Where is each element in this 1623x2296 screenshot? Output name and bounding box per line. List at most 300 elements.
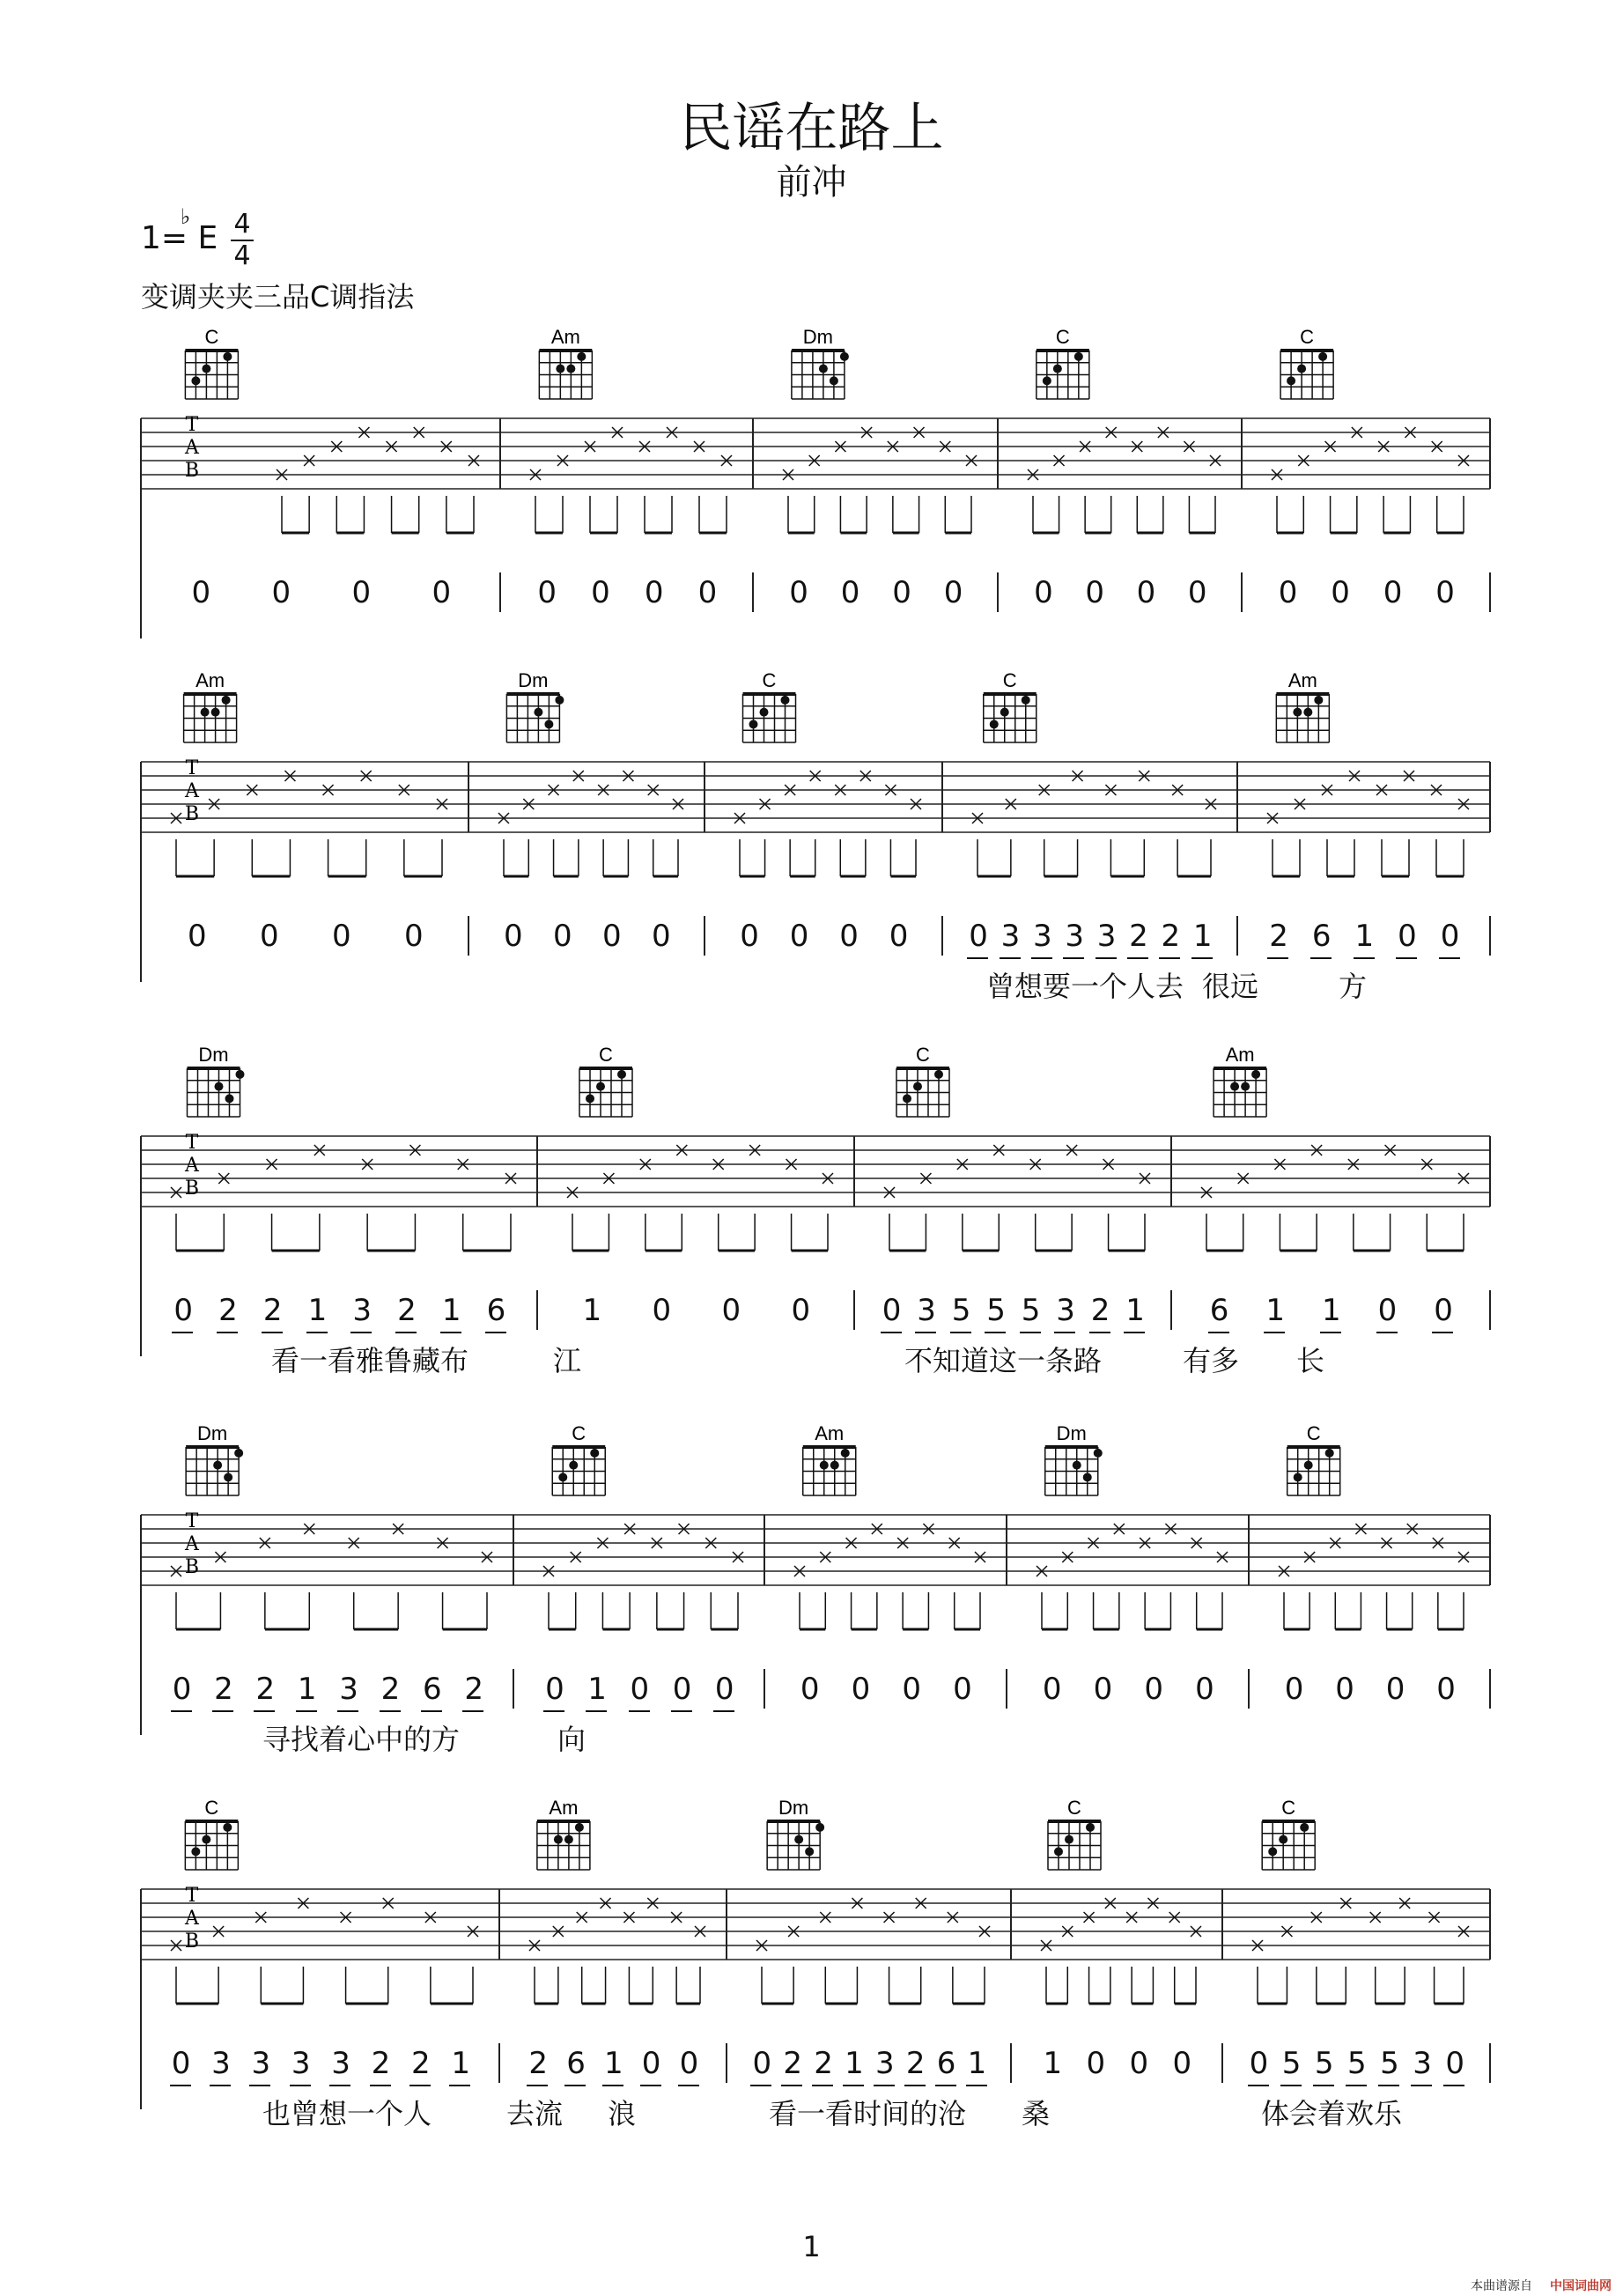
jianpu-note: 0 (1278, 575, 1298, 610)
jianpu-note: 0 (188, 919, 207, 954)
jianpu-note: 0 (171, 2046, 191, 2081)
jianpu-note: 0 (1093, 1672, 1113, 1707)
chord-name: C (204, 1797, 219, 1819)
eighth-underline (421, 1710, 442, 1712)
eighth-underline (1089, 1332, 1110, 1333)
eighth-underline (254, 1710, 275, 1712)
score-row (0, 1422, 1623, 1766)
jianpu-note: 0 (602, 919, 622, 954)
chord-name: C (1067, 1797, 1081, 1819)
jianpu-note: 0 (1249, 2046, 1269, 2081)
eighth-underline (586, 1710, 607, 1712)
jianpu-note: 0 (851, 1672, 871, 1707)
jianpu-note: 0 (432, 575, 452, 610)
chord-diagram (984, 669, 1037, 742)
jianpu-note: 5 (1380, 2046, 1399, 2081)
jianpu-note: 0 (1085, 575, 1105, 610)
jianpu-note: 1 (1265, 1293, 1286, 1328)
eighth-underline (290, 2085, 311, 2086)
jianpu-note: 2 (380, 1672, 401, 1707)
chord-diagram (1280, 326, 1333, 399)
jianpu-note: 0 (953, 1672, 972, 1707)
tab-letter: T (185, 757, 199, 779)
chord-diagram (552, 1422, 605, 1495)
eighth-underline (564, 2085, 586, 2086)
chord-name: Dm (802, 326, 834, 348)
jianpu-note: 0 (1034, 575, 1053, 610)
eighth-underline (843, 2085, 864, 2086)
chord-name: Dm (1056, 1422, 1087, 1444)
lyric-line: 也曾想一个人 (262, 2097, 432, 2130)
lyric-line: 看一看时间的沧 (769, 2097, 967, 2130)
page-title: 民谣在路上 (679, 98, 944, 159)
eighth-underline (602, 2085, 623, 2086)
artist-name: 前冲 (776, 162, 847, 203)
eighth-underline (1354, 957, 1375, 959)
eighth-underline (1159, 957, 1180, 959)
chord-diagram (803, 1422, 856, 1495)
jianpu-note: 6 (1209, 1293, 1229, 1328)
chord-name: Am (195, 669, 225, 691)
eighth-underline (1443, 2085, 1464, 2086)
eighth-underline (671, 1710, 692, 1712)
eighth-underline (1191, 957, 1213, 959)
eighth-underline (329, 2085, 350, 2086)
jianpu-note: 2 (397, 1293, 417, 1328)
jianpu-note: 0 (404, 919, 424, 954)
eighth-underline (172, 1332, 193, 1333)
chord-diagram (184, 669, 237, 742)
jianpu-note: 3 (1032, 919, 1052, 954)
jianpu-note: 6 (1311, 919, 1332, 954)
eighth-underline (262, 1332, 283, 1333)
jianpu-note: 3 (1056, 1293, 1075, 1328)
lyric-line: 浪 (608, 2097, 637, 2130)
jianpu-note: 3 (331, 2046, 350, 2081)
eighth-underline (1378, 2085, 1399, 2086)
jianpu-note: 2 (814, 2046, 833, 2081)
jianpu-note: 1 (1192, 919, 1213, 954)
eighth-underline (1054, 1332, 1075, 1333)
eighth-underline (210, 2085, 231, 2086)
jianpu-note: 0 (969, 919, 988, 954)
tab-letter: A (185, 1908, 199, 1930)
jianpu-note: 3 (352, 1293, 373, 1328)
jianpu-note: 0 (351, 575, 372, 610)
lyric-line: 很远 (1202, 970, 1259, 1003)
jianpu-note: 0 (840, 575, 860, 610)
eighth-underline (212, 1710, 233, 1712)
jianpu-note: 2 (1129, 919, 1148, 954)
jianpu-note: 0 (1435, 575, 1455, 610)
eighth-underline (1439, 957, 1460, 959)
chord-diagram (792, 326, 849, 399)
eighth-underline (935, 2085, 956, 2086)
jianpu-note: 5 (1021, 1293, 1041, 1328)
eighth-underline (449, 2085, 470, 2086)
jianpu-note: 0 (721, 1293, 741, 1328)
chord-name: C (1055, 326, 1070, 348)
jianpu-note: 0 (644, 575, 664, 610)
tab-staff (0, 1422, 1623, 1766)
jianpu-note: 0 (652, 919, 671, 954)
eighth-underline (950, 1332, 971, 1333)
jianpu-note: 2 (410, 2046, 431, 2081)
eighth-underline (915, 1332, 936, 1333)
jianpu-note: 3 (211, 2046, 231, 2081)
chord-diagram (1214, 1044, 1266, 1117)
lyric-line: 看一看雅鲁藏布 (271, 1344, 469, 1377)
flat-sign: ♭ (181, 204, 191, 229)
jianpu-note: 1 (307, 1293, 328, 1328)
eighth-underline (395, 1332, 417, 1333)
jianpu-note: 1 (1125, 1293, 1145, 1328)
jianpu-note: 0 (332, 919, 351, 954)
chord-name: C (1306, 1422, 1321, 1444)
chord-diagram (506, 669, 564, 742)
jianpu-note: 2 (464, 1672, 483, 1707)
jianpu-note: 1 (451, 2046, 470, 2081)
eighth-underline (1127, 957, 1148, 959)
score-row (0, 1044, 1623, 1387)
eighth-underline (485, 1332, 506, 1333)
chord-name: C (1002, 669, 1017, 691)
chord-name: C (762, 669, 777, 691)
eighth-underline (171, 1710, 192, 1712)
jianpu-note: 0 (889, 919, 909, 954)
lyric-line: 有多 (1183, 1344, 1240, 1377)
jianpu-note: 0 (271, 575, 291, 610)
jianpu-note: 0 (172, 1672, 192, 1707)
jianpu-note: 0 (892, 575, 911, 610)
chord-name: Am (815, 1422, 845, 1444)
eighth-underline (249, 2085, 270, 2086)
jianpu-note: 0 (1042, 1672, 1062, 1707)
tab-staff (0, 1044, 1623, 1387)
lyric-line: 曾想要一个人去 (986, 970, 1184, 1003)
jianpu-note: 0 (591, 575, 610, 610)
tab-staff (0, 1797, 1623, 2140)
jianpu-note: 0 (1398, 919, 1417, 954)
jianpu-note: 2 (262, 1293, 283, 1328)
jianpu-note: 3 (291, 2046, 311, 2081)
eighth-underline (966, 2085, 987, 2086)
score-row (0, 326, 1623, 669)
eighth-underline (1396, 957, 1417, 959)
lyric-line: 长 (1296, 1344, 1325, 1377)
eighth-underline (350, 1332, 372, 1333)
chord-name: C (916, 1044, 930, 1066)
jianpu-note: 1 (1322, 1293, 1341, 1328)
jianpu-note: 0 (943, 575, 963, 610)
jianpu-note: 0 (1195, 1672, 1214, 1707)
jianpu-note: 0 (1172, 2046, 1192, 2081)
tab-letter: A (185, 437, 199, 459)
jianpu-note: 2 (783, 2046, 802, 2081)
jianpu-note: 3 (874, 2046, 895, 2081)
jianpu-note: 0 (752, 2046, 772, 2081)
eighth-underline (629, 1710, 650, 1712)
eighth-underline (1000, 957, 1021, 959)
jianpu-note: 2 (528, 2046, 549, 2081)
jianpu-note: 1 (1354, 919, 1375, 954)
tab-letter: B (184, 803, 200, 825)
jianpu-note: 0 (1434, 1293, 1453, 1328)
jianpu-note: 0 (173, 1293, 194, 1328)
eighth-underline (170, 2085, 191, 2086)
chord-name: C (1300, 326, 1315, 348)
eighth-underline (640, 2085, 661, 2086)
jianpu-note: 0 (1086, 2046, 1106, 2081)
eighth-underline (1208, 1332, 1229, 1333)
eighth-underline (1063, 957, 1084, 959)
lyric-line: 桑 (1022, 2097, 1051, 2130)
jianpu-note: 6 (486, 1293, 506, 1328)
eighth-underline (713, 1710, 734, 1712)
jianpu-note: 0 (652, 1293, 672, 1328)
tab-letter: A (185, 780, 199, 802)
tab-letter: T (185, 1132, 199, 1154)
chord-diagram (1276, 669, 1329, 742)
lyric-line: 江 (553, 1344, 582, 1377)
tab-letter: A (185, 1155, 199, 1177)
eighth-underline (750, 2085, 771, 2086)
jianpu-note: 0 (1129, 2046, 1149, 2081)
jianpu-note: 0 (740, 919, 759, 954)
eighth-underline (1411, 2085, 1432, 2086)
jianpu-note: 0 (800, 1672, 820, 1707)
jianpu-note: 6 (566, 2046, 586, 2081)
eighth-underline (1020, 1332, 1041, 1333)
eighth-underline (1310, 957, 1332, 959)
tab-staff (0, 326, 1623, 669)
eighth-underline (1264, 1332, 1285, 1333)
chord-diagram (537, 1797, 590, 1870)
jianpu-note: 0 (1385, 1672, 1405, 1707)
jianpu-note: 2 (1269, 919, 1288, 954)
jianpu-note: 5 (1314, 2046, 1334, 2081)
jianpu-note: 0 (545, 1672, 564, 1707)
chord-name: Dm (197, 1422, 228, 1444)
jianpu-note: 0 (641, 2046, 661, 2081)
chord-diagram (579, 1044, 632, 1117)
chord-name: C (572, 1422, 586, 1444)
eighth-underline (1346, 2085, 1367, 2086)
eighth-underline (1313, 2085, 1334, 2086)
chord-name: Am (1225, 1044, 1255, 1066)
jianpu-note: 0 (1436, 1672, 1456, 1707)
tab-letter: T (185, 1885, 199, 1907)
eighth-underline (1267, 957, 1288, 959)
jianpu-note: 0 (1383, 575, 1403, 610)
chord-diagram (1045, 1422, 1103, 1495)
lyric-line: 方 (1339, 970, 1368, 1003)
jianpu-note: 2 (371, 2046, 391, 2081)
jianpu-note: 0 (504, 919, 523, 954)
eighth-underline (1248, 2085, 1269, 2086)
jianpu-note: 2 (905, 2046, 926, 2081)
jianpu-note: 0 (791, 1293, 811, 1328)
score-row (0, 1797, 1623, 2140)
score-row (0, 669, 1623, 1013)
eighth-underline (967, 957, 988, 959)
lyric-line: 寻找着心中的方 (262, 1723, 461, 1756)
jianpu-note: 1 (1043, 2046, 1063, 2081)
footer-site-name: 中国词曲网 (1550, 2279, 1612, 2293)
jianpu-note: 3 (251, 2046, 271, 2081)
jianpu-note: 0 (882, 1293, 902, 1328)
eighth-underline (462, 1710, 483, 1712)
tab-letter: B (184, 1556, 200, 1578)
chord-diagram (767, 1797, 824, 1870)
tab-letter: T (185, 414, 199, 436)
jianpu-note: 0 (1445, 2046, 1465, 2081)
jianpu-note: 2 (1161, 919, 1181, 954)
time-signature: 4 4 (231, 211, 254, 269)
eighth-underline (874, 2085, 895, 2086)
eighth-underline (1031, 957, 1052, 959)
chord-diagram (185, 1797, 238, 1870)
tab-letter: A (185, 1533, 199, 1555)
jianpu-note: 0 (1284, 1672, 1304, 1707)
jianpu-note: 0 (789, 575, 808, 610)
jianpu-note: 0 (1187, 575, 1207, 610)
eighth-underline (409, 2085, 431, 2086)
chord-diagram (1048, 1797, 1101, 1870)
jianpu-note: 2 (255, 1672, 276, 1707)
jianpu-note: 6 (422, 1672, 442, 1707)
chord-diagram (1037, 326, 1089, 399)
eighth-underline (217, 1332, 238, 1333)
chord-diagram (1262, 1797, 1315, 1870)
eighth-underline (985, 1332, 1006, 1333)
jianpu-note: 1 (967, 2046, 987, 2081)
jianpu-note: 0 (553, 919, 572, 954)
tab-letter: B (184, 460, 200, 482)
eighth-underline (1432, 1332, 1453, 1333)
jianpu-note: 1 (845, 2046, 864, 2081)
eighth-underline (904, 2085, 926, 2086)
lyric-line: 向 (557, 1723, 586, 1756)
eighth-underline (337, 1710, 358, 1712)
jianpu-note: 0 (537, 575, 557, 610)
jianpu-note: 6 (936, 2046, 956, 2081)
chord-name: Am (1287, 669, 1317, 691)
chord-name: Dm (778, 1797, 809, 1819)
jianpu-note: 3 (1065, 919, 1084, 954)
tab-letter: T (185, 1510, 199, 1532)
eighth-underline (1096, 957, 1117, 959)
jianpu-note: 0 (630, 1672, 650, 1707)
eighth-underline (781, 2085, 802, 2086)
tab-letter: B (184, 1931, 200, 1953)
jianpu-note: 0 (672, 1672, 692, 1707)
eighth-underline (370, 2085, 391, 2086)
chord-name: C (1281, 1797, 1296, 1819)
footer-source-label: 本曲谱源自 (1471, 2279, 1532, 2293)
eighth-underline (812, 2085, 833, 2086)
chord-name: Am (550, 326, 580, 348)
lyric-line: 体会着欢乐 (1261, 2097, 1403, 2130)
tab-staff (0, 669, 1623, 1013)
eighth-underline (296, 1710, 317, 1712)
eighth-underline (678, 2085, 699, 2086)
eighth-underline (543, 1710, 564, 1712)
eighth-underline (881, 1332, 902, 1333)
lyric-line: 不知道这一条路 (904, 1344, 1103, 1377)
jianpu-note: 0 (1377, 1293, 1398, 1328)
jianpu-note: 0 (1335, 1672, 1354, 1707)
jianpu-note: 1 (582, 1293, 602, 1328)
jianpu-note: 2 (1090, 1293, 1110, 1328)
jianpu-note: 3 (1000, 919, 1021, 954)
eighth-underline (1124, 1332, 1145, 1333)
chord-name: C (599, 1044, 613, 1066)
jianpu-note: 1 (297, 1672, 317, 1707)
eighth-underline (527, 2085, 548, 2086)
jianpu-note: 0 (1144, 1672, 1164, 1707)
chord-name: Dm (198, 1044, 229, 1066)
chord-diagram (896, 1044, 949, 1117)
jianpu-note: 0 (697, 575, 718, 610)
jianpu-note: 5 (1281, 2046, 1302, 2081)
chord-name: Dm (518, 669, 549, 691)
jianpu-note: 0 (902, 1672, 922, 1707)
chord-diagram (185, 326, 238, 399)
jianpu-note: 1 (441, 1293, 461, 1328)
jianpu-note: 1 (604, 2046, 623, 2081)
eighth-underline (440, 1332, 461, 1333)
jianpu-note: 3 (1413, 2046, 1432, 2081)
chord-name: Am (549, 1797, 579, 1819)
jianpu-note: 0 (1331, 575, 1350, 610)
jianpu-note: 3 (339, 1672, 358, 1707)
chord-diagram (186, 1422, 243, 1495)
tab-letter: B (184, 1178, 200, 1200)
jianpu-note: 5 (951, 1293, 971, 1328)
eighth-underline (380, 1710, 401, 1712)
chord-diagram (539, 326, 592, 399)
chord-name: C (204, 326, 219, 348)
jianpu-note: 0 (839, 919, 859, 954)
jianpu-note: 0 (714, 1672, 734, 1707)
jianpu-note: 0 (789, 919, 809, 954)
jianpu-note: 0 (260, 919, 279, 954)
eighth-underline (306, 1332, 328, 1333)
page-number: 1 (802, 2230, 821, 2263)
jianpu-note: 1 (587, 1672, 607, 1707)
jianpu-note: 0 (1136, 575, 1156, 610)
jianpu-note: 0 (679, 2046, 699, 2081)
key-signature: 1= E (141, 220, 218, 256)
chord-diagram (743, 669, 796, 742)
eighth-underline (1280, 2085, 1302, 2086)
jianpu-note: 0 (1440, 919, 1460, 954)
capo-note: 变调夹夹三品C调指法 (141, 280, 415, 314)
eighth-underline (1320, 1332, 1341, 1333)
chord-diagram (188, 1044, 245, 1117)
chord-diagram (1287, 1422, 1340, 1495)
eighth-underline (1376, 1332, 1398, 1333)
lyric-line: 去流 (506, 2097, 564, 2130)
jianpu-note: 5 (986, 1293, 1006, 1328)
jianpu-note: 0 (191, 575, 211, 610)
jianpu-note: 5 (1347, 2046, 1367, 2081)
jianpu-note: 2 (218, 1293, 238, 1328)
jianpu-note: 2 (214, 1672, 233, 1707)
jianpu-note: 3 (1096, 919, 1117, 954)
jianpu-note: 3 (917, 1293, 936, 1328)
